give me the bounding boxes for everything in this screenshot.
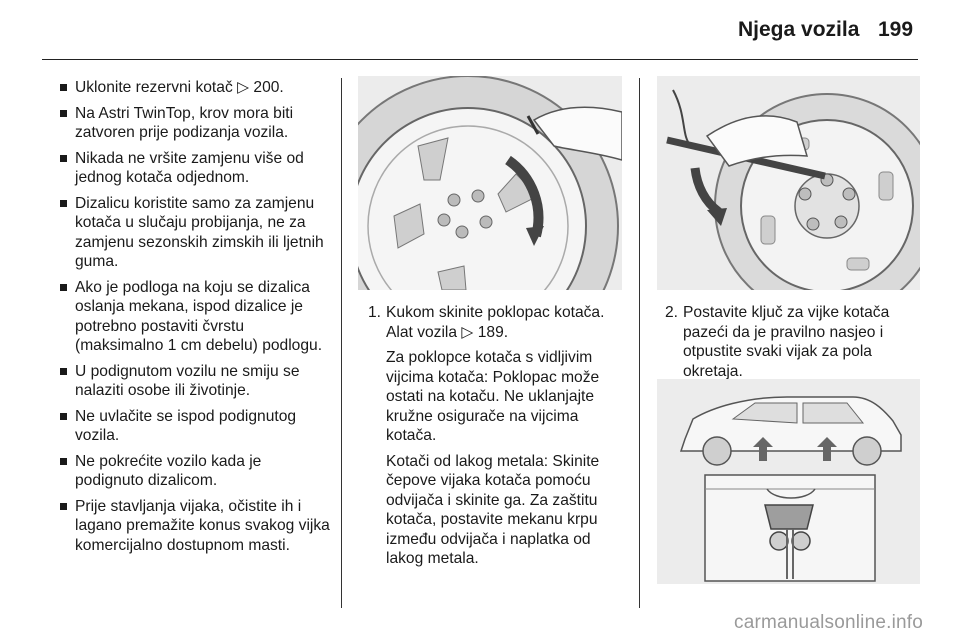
bullet-square-icon [60, 413, 67, 420]
bullet-square-icon [60, 110, 67, 117]
wrench-drawing [657, 76, 920, 290]
column-divider-1 [341, 78, 342, 608]
step-2-instruction: Postavite ključ za vijke kotača pazeći da je pravilno nasjeo i otpustite svaki vijak za pola okretaja. [683, 304, 890, 380]
bullet-item: U podignutom vozilu ne smiju se nalaziti osobe ili životinje. [56, 362, 332, 401]
bullet-square-icon [60, 368, 67, 375]
bullet-item: Nikada ne vršite zamjenu više od jednog kotača odjednom. [56, 149, 332, 188]
bullet-item: Ne uvlačite se ispod podignutog vozila. [56, 407, 332, 446]
step-1 [368, 303, 626, 575]
bullet-item: Prije stavljanja vijaka, očistite ih i lagano premažite konus svakog vijka komercijalno dostupnom masti. [56, 497, 332, 556]
bullet-square-icon [60, 200, 67, 207]
step-1-note-alloy: Kotači od lakog metala: Skinite čepove vijaka kotača pomoću odvijača i skinite ga. Za zaštitu kotača, postavite mekanu krpu između odvijača i naplatka od lakog metala. [386, 452, 600, 567]
step-1-instruction: Kukom skinite poklopac kotača. Alat vozila ▷ 189. [386, 304, 605, 341]
wheel-cover-removal-illustration [358, 76, 622, 290]
section-title: Njega vozila [738, 18, 860, 41]
wheel-cover-drawing [358, 76, 622, 290]
bullet-square-icon [60, 458, 67, 465]
header-divider [42, 59, 918, 60]
step-2 [665, 303, 917, 387]
bullet-square-icon [60, 503, 67, 510]
bullet-item: Ako je podloga na koju se dizalica oslanja mekana, ispod dizalice je potrebno postaviti čvrstu (maksimalno 1 cm debelu) podlogu. [56, 278, 332, 356]
step-1-note-covers: Za poklopce kotača s vidljivim vijcima kotača: Poklopac može ostati na kotaču. Ne uklanjajte kružne osigurače na vijcima kotača. [386, 349, 600, 444]
column-divider-2 [639, 78, 640, 608]
step-number: 2. [665, 304, 679, 321]
wheel-bolt-loosening-illustration [657, 76, 920, 290]
bullet-item: Dizalicu koristite samo za zamjenu kotača u slučaju probijanja, ne za zamjenu sezonskih zimskih ili ljetnih guma. [56, 194, 332, 272]
jack-point-drawing [657, 379, 920, 584]
bullet-item: Ne pokrećite vozilo kada je podignuto dizalicom. [56, 452, 332, 491]
watermark: carmanualsonline.info [734, 612, 924, 633]
step-number: 1. [368, 304, 382, 321]
bullet-square-icon [60, 284, 67, 291]
bullet-square-icon [60, 155, 67, 162]
page-header [0, 0, 960, 60]
jack-position-illustration [657, 379, 920, 584]
bullet-square-icon [60, 84, 67, 91]
safety-bullet-list [56, 78, 332, 561]
page-number: 199 [878, 18, 914, 41]
bullet-item: Uklonite rezervni kotač ▷ 200. [56, 78, 332, 98]
bullet-item: Na Astri TwinTop, krov mora biti zatvoren prije podizanja vozila. [56, 104, 332, 143]
